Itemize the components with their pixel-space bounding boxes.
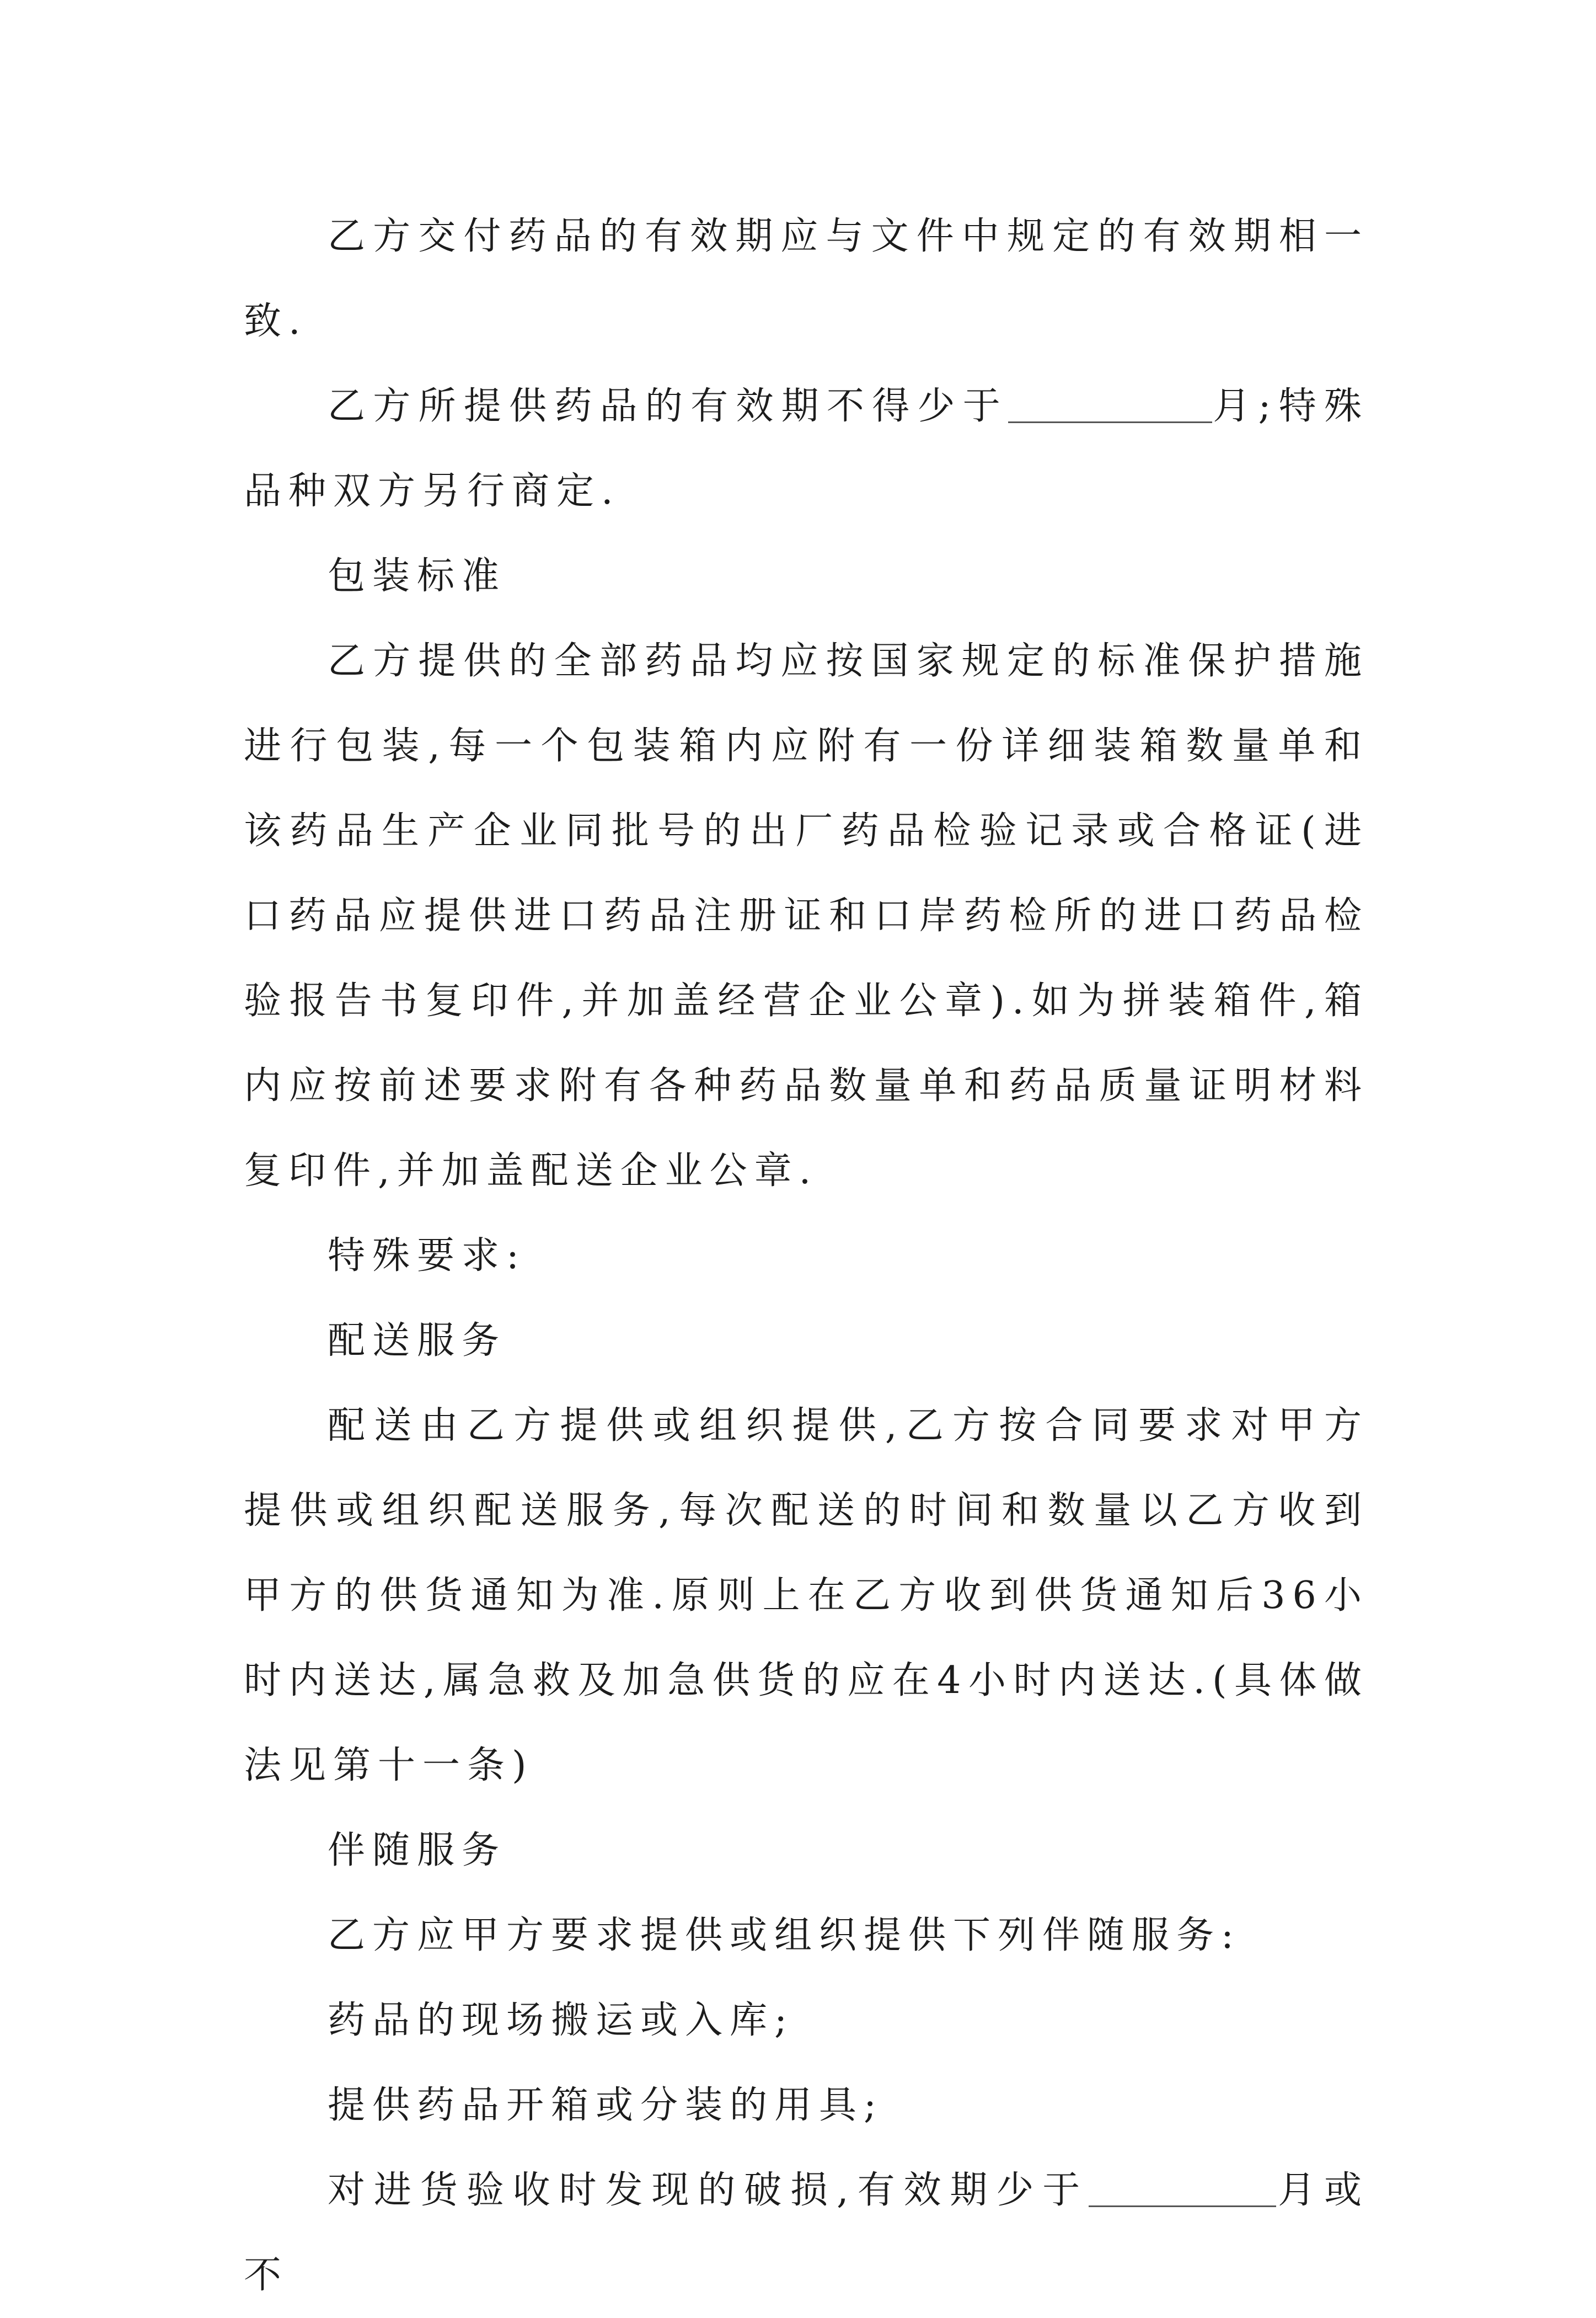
list-item-inspection [244,2148,1369,2318]
heading-packaging-standard: 包装标准 [328,554,507,598]
paragraph-delivery: 配送由乙方提供或组织提供,乙方按合同要求对甲方提供或组织配送服务,每次配送的时间和数量以乙方收到甲方的供货通知为准.原则上在乙方收到供货通知后36小时内送达,属急救及加急供货的应在4小时内送达.(具体做法见第十一条) [244,1404,1369,1787]
document-body [244,194,1369,2318]
list-item-handling: 药品的现场搬运或入库; [328,1999,794,2042]
heading-special-requirements: 特殊要求: [328,1234,526,1278]
paragraph-validity-period [244,364,1369,534]
paragraph-accompanying-intro: 乙方应甲方要求提供或组织提供下列伴随服务: [328,1914,1241,1957]
paragraph-validity: 乙方交付药品的有效期应与文件中规定的有效期相一致. [244,215,1369,343]
paragraph-packaging: 乙方提供的全部药品均应按国家规定的标准保护措施进行包装,每一个包装箱内应附有一份详细装箱数量单和该药品生产企业同批号的出厂药品检验记录或合格证(进口药品应提供进口药品注册证和口岸药检所的进口药品检验报告书复印件,并加盖经营企业公章).如为拼装箱件,箱内应按前述要求附有各种药品数量单和药品质量证明材料复印件,并加盖配送企业公章. [244,639,1369,1193]
inspection-text-before: 对进货验收时发现的破损,有效期少于 [328,2169,1089,2212]
months-blank-field-2[interactable] [1089,2172,1276,2207]
list-item-tools: 提供药品开箱或分装的用具; [328,2084,883,2127]
validity-text-before: 乙方所提供药品的有效期不得少于 [328,384,1008,428]
heading-accompanying-service: 伴随服务 [328,1829,507,1872]
months-blank-field[interactable] [1008,388,1212,423]
validity-text-after: 月;特殊品种双方另行商定. [244,384,1369,513]
heading-delivery-service: 配送服务 [328,1319,507,1363]
inspection-text-after: 月或不 [244,2169,1369,2297]
